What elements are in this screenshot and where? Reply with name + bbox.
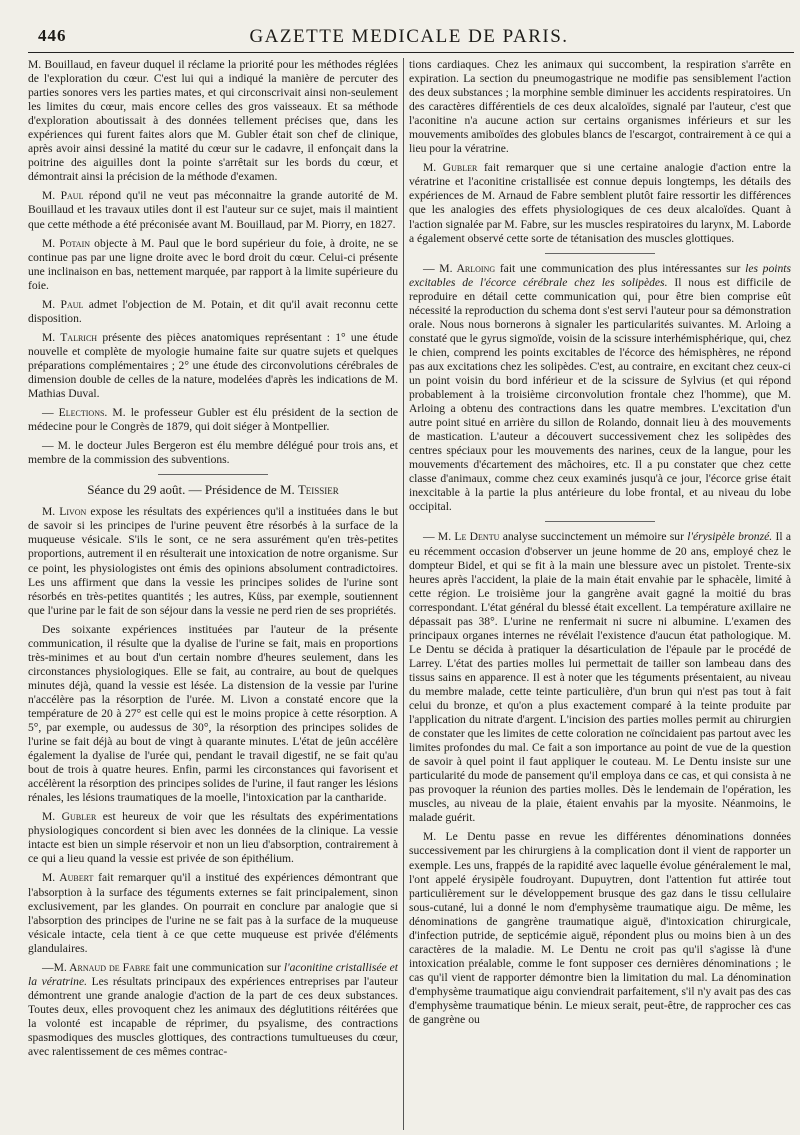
paragraph: — Elections. M. le professeur Gubler est élu président de la section de médecine pour le Congrès de 1879, qui doit siéger à Montpellier. (28, 406, 398, 434)
paragraph: Des soixante expériences instituées par l'auteur de la présente communication, il résulte que la dyalise de l'urine se fait, mais en proportions très-minimes et au bout d'un certain nombre d'heures seulement, dans les circonstances physiologiques. Elle se fait, au contraire, au bout de quelques minutes déjà, quand la vessie est lésée. La distension de la vessie par l'urine n'accélère pas la résorption de l'urée. M. Livon a constaté encore que la température de 20 à 27° est celle qui est le moins propice à cette résorption. A 5°, par exemple, ou audessus de 30°, la résorption des principes solides de l'urine se fait déjà au bout de vingt à quarante minutes. L'état de jeûn accélère également la dyalise de l'urée qui, pendant le travail digestif, ne se fait qu'au bout de trois à quatre heures. Enfin, parmi les circonstances qui favorisent et accélèrent la résorption des principes solides de l'urine, il faut ranger les lésions rénales, les lésions traumatiques de la moelle, l'intoxication par la cantharide. (28, 622, 398, 805)
paragraph: — M. le docteur Jules Bergeron est élu membre délégué pour trois ans, et membre de la commission des subventions. (28, 439, 398, 467)
communication-title: l'érysipèle bronzé. (687, 530, 773, 544)
paragraph: M. Gubler est heureux de voir que les résultats des expérimentations physiologiques concordent si bien avec les données de la clinique. La vessie intacte est bien un simple réservoir et non un lieu d'absorption, contrairement à ce qui a lieu quand la vessie est privée de son épithélium. (28, 810, 398, 866)
section-divider (545, 521, 655, 522)
section-label: — Elections. (42, 406, 108, 420)
header-rule (28, 52, 794, 53)
speaker-name: —M. Arnaud de Fabre (42, 960, 151, 974)
left-column (28, 58, 398, 1130)
speaker-name: M. Aubert (42, 871, 94, 885)
speaker-name: — M. Le Dentu (423, 530, 500, 544)
speaker-name: M. Livon (42, 505, 87, 519)
running-title: GAZETTE MEDICALE DE PARIS. (249, 26, 569, 47)
speaker-name: M. Gubler (42, 810, 97, 824)
page-number: 446 (38, 26, 67, 45)
paragraph: tions cardiaques. Chez les animaux qui succombent, la respiration s'arrête en expiration. La section du pneumogastrique ne modifie pas sensiblement l'action des deux substances ; la morphine semble diminuer les accidents respiratoires. Un des caractères différentiels de ces deux alcaloïdes, signalé par l'auteur, c'est que l'aconitine n'a aucune action sur certains organismes inférieurs et sur les mouvements amiboïdes des globules blancs de l'escargot, contrairement à ce qui a lieu pour la vératrine. (409, 58, 791, 156)
paragraph: M. Paul admet l'objection de M. Potain, et dit qu'il avait reconnu cette disposition. (28, 297, 398, 325)
speaker-name: M. Paul (42, 297, 84, 311)
speaker-name: M. Potain (42, 236, 91, 250)
communication-title: l'aconitine cristallisée et la vératrine. (28, 960, 398, 988)
seance-heading: Séance du 29 août. — Présidence de M. Teissier (87, 482, 339, 498)
speaker-name: M. Gubler (423, 161, 478, 175)
right-column (409, 58, 791, 1130)
paragraph: M. Livon expose les résultats des expériences qu'il a instituées dans le but de savoir si les principes de l'urine peuvent être résorbés à la surface de la muqueuse vésicale. S'ils le sont, ce ne sera assurément qu'en très-petites proportions, autrement il en résulterait une intoxication de notre organisme. Sur ce point, les physiologistes ont émis des opinions absolument contradictoires. Les uns affirment que dans la vessie les principes solides de l'urine sont résorbés en très-petites quantités ; les autres, Küss, par exemple, soutiennent que l'urine par le fait de son séjour dans la vessie ne perd rien de ses propriétés. (28, 505, 398, 617)
communication-title: les points excitables de l'écorce cérébrale chez les solipèdes. (409, 261, 791, 289)
column-rule (403, 58, 404, 1130)
section-divider (545, 253, 655, 254)
paragraph: — M. Arloing fait une communication des plus intéressantes sur les points excitables de l'écorce cérébrale chez les solipèdes. Il nous est difficile de reproduire en détail cette communication qui, pour être bien comprise eût nécessité la reproduction du schema dont s'est servi l'auteur pour sa démonstration orale. Nous nous bornerons à signaler les particularités suivantes. M. Arloing a constaté que le gyrus sigmoïde, voisin de la scissure interhémisphérique, qui, chez le chien, comprend les points excitables de l'écorce des hémisphères, ne répond pas aux excitations chez les solipèdes. C'est, au contraire, en excitant chez ceux-ci un point voisin du bord inférieur et de la scissure de Sylvius (et qui répond probablement à la troisième circonvolution frontale chez l'homme), que M. Arloing a obtenu des contractions dans les quatre membres. L'excitation d'un autre point situé en arrière du sillon de Rolando, donnait lieu à des mouvements de mastication. L'auteur a découvert successivement chez les solipèdes des centres spéciaux pour les mouvements des narines, ceux de la langue, pour les mouvements d'écartement des mâchoires, etc. Il a pu constater que chez cette classe d'animaux, comme chez ceux examinés jusqu'à ce jour, l'écorce grise était inexcitable à la partie la plus antérieure du lobe frontal, et au niveau du lobe occipital. (409, 261, 791, 514)
paragraph: M. Le Dentu passe en revue les différentes dénominations données successivement par les chirurgiens à la complication dont il vient de rapporter un exemple. Les uns, frappés de la rapidité avec laquelle évolue généralement le mal, l'ont appelé érysipèle foudroyant. Dupuytren, dont l'attention fut attirée tout particulièrement sur le développement brusque des gaz dans le tissu cellulaire sous-cutané, lui a donné le nom d'emphysème traumatique aigu. De même, les dénominations de gangrène traumatique aiguë, d'intoxication chirurgicale, d'infection putride, de septicémie aiguë, répondent plus ou moins bien à un des caractères de la maladie. M. Le Dentu ne croit pas qu'il s'agisse là d'une intoxication préalable, comme le font supposer ces dernières dénominations ; le cas qu'il vient de rapporter démontre bien la limitation du mal. La dénomination d'emphysème traumatique aigu conviendrait parfaitement, s'il n'y avait pas des cas d'emphysème traumatique bénin. Le mieux serait, peut-être, de rapprocher ces cas de gangrène ou (409, 830, 791, 1027)
page-header (28, 26, 790, 48)
paragraph: —M. Arnaud de Fabre fait une communication sur l'aconitine cristallisée et la vératrine. Les résultats principaux des expériences entreprises par l'auteur démontrent une grande analogie d'action de la part de ces deux substances. Toutes deux, elles provoquent chez les animaux des déglutitions réitérées que la volonté est incapable de réprimer, du psyalisme, des contractions spasmodiques des muscles glottiques, des contractions tumultueuses du cœur, avec ralentissement de ces mêmes contrac- (28, 960, 398, 1059)
paragraph: M. Bouillaud, en faveur duquel il réclame la priorité pour les méthodes réglées de l'exploration du cœur. C'est lui qui a indiqué la manière de percuter des parties sonores vers les parties mates, et qui circonscrivait ainsi non-seulement les limites du cœur, mais encore celles des gros vaisseaux. Et sa méthode d'exploration aboutissait à des données tellement précises que, dans les expériences qui furent faites alors que M. Gubler était son chef de clinique, après avoir ainsi dessiné la matité du cœur sur le cadavre, il enfonçait dans la poitrine des aiguilles dont la pointe s'arrêtait sur les bords du cœur, et démontrait ainsi la précision de la méthode d'examen. (28, 58, 398, 184)
section-divider (158, 474, 268, 475)
speaker-name: — M. Arloing (423, 261, 496, 275)
paragraph: M. Potain objecte à M. Paul que le bord supérieur du foie, à droite, ne se continue pas par une ligne droite avec le bord droit du cœur. Celui-ci présente une inclinaison en bas, nettement marquée, par rapport à la limite supérieure du foie. (28, 236, 398, 292)
paragraph: M. Gubler fait remarquer que si une certaine analogie d'action entre la vératrine et l'aconitine cristallisée est connue depuis longtemps, les détails des expériences de M. Arnaud de Fabre semblent plutôt faire ressortir les différences que les analogies des effets physiologiques de ces deux alcaloïdes. Quant à l'action signalée par M. Fabre, sur les muscles respiratoires du larynx, M. Laborde a également observé cette sorte de tétanisation des muscles glottiques. (409, 161, 791, 245)
speaker-name: M. Paul (42, 189, 84, 203)
paragraph: — M. Le Dentu analyse succinctement un mémoire sur l'érysipèle bronzé. Il a eu récemment occasion d'observer un jeune homme de 20 ans, employé chez le dompteur Bidel, et qui se fit à la main une blessure avec un pistolet. Trente-six heures après l'accident, la plaie de la main était envahie par le sphacèle, limité à cette région. Le troisième jour la gangrène avait gagné la moitié du bras correspondant. L'état général du blessé était excellent. La température axillaire ne dépassait pas 38°. L'urine ne renfermait ni sucre ni albumine. L'examen des principaux organes internes ne révélait l'existence d'aucun état pathologique. M. Le Dentu se décida à pratiquer la désarticulation de l'épaule par le procédé de Larrey. L'état des parties molles lui permettait de tailler son lambeau dans des tissus sains en apparence. Il est à noter que les téguments présentaient, au niveau du membre malade, cette teinte particulière, d'un brun qui n'est pas tout à fait celui du bronze, et qu'on a plus exactement comparé à la teinte produite par l'application du nitrate d'argent. L'incision des parties molles permit au chirurgien de constater que les limites de cette coloration ne coïncidaient pas partout avec les limites profondes du mal. Ce fait a son importance au point de vue de la question de savoir à quel point il faut appliquer le couteau. M. Le Dentu insiste sur une particularité du mode de pansement qu'il employa dans ce cas, et qui consista à ne pas provoquer la réunion des parties molles. Dès le lendemain de l'opération, les muscles, au niveau de la plaie, étaient envahis par la myosite. Néanmoins, le malade guérit. (409, 530, 791, 825)
paragraph: M. Talrich présente des pièces anatomiques représentant : 1° une étude nouvelle et complète de myologie humaine faite sur quatre sujets et quelques préparations complémentaires ; 2° une étude des circonvolutions cérébrales de dimension double de celles de la nature, modelées d'après les indications de M. Mathias Duval. (28, 330, 398, 401)
speaker-name: M. Talrich (42, 330, 98, 344)
paragraph: M. Aubert fait remarquer qu'il a institué des expériences démontrant que l'absorption à la surface des téguments externes se fait principalement, sinon exclusivement, par les glandes. On pourrait en conclure par analogie que si l'absorption des principes de l'urine ne se fait pas à la surface de la muqueuse vésicale intacte, cela tient à ce que cette muqueuse est privée d'éléments glandulaires. (28, 871, 398, 955)
paragraph: M. Paul répond qu'il ne veut pas méconnaitre la grande autorité de M. Bouillaud et les travaux utiles dont il est l'auteur sur ce sujet, mais il maintient que cette méthode a été préconisée avant M. Bouillaud, par M. Piorry, en 1827. (28, 189, 398, 231)
